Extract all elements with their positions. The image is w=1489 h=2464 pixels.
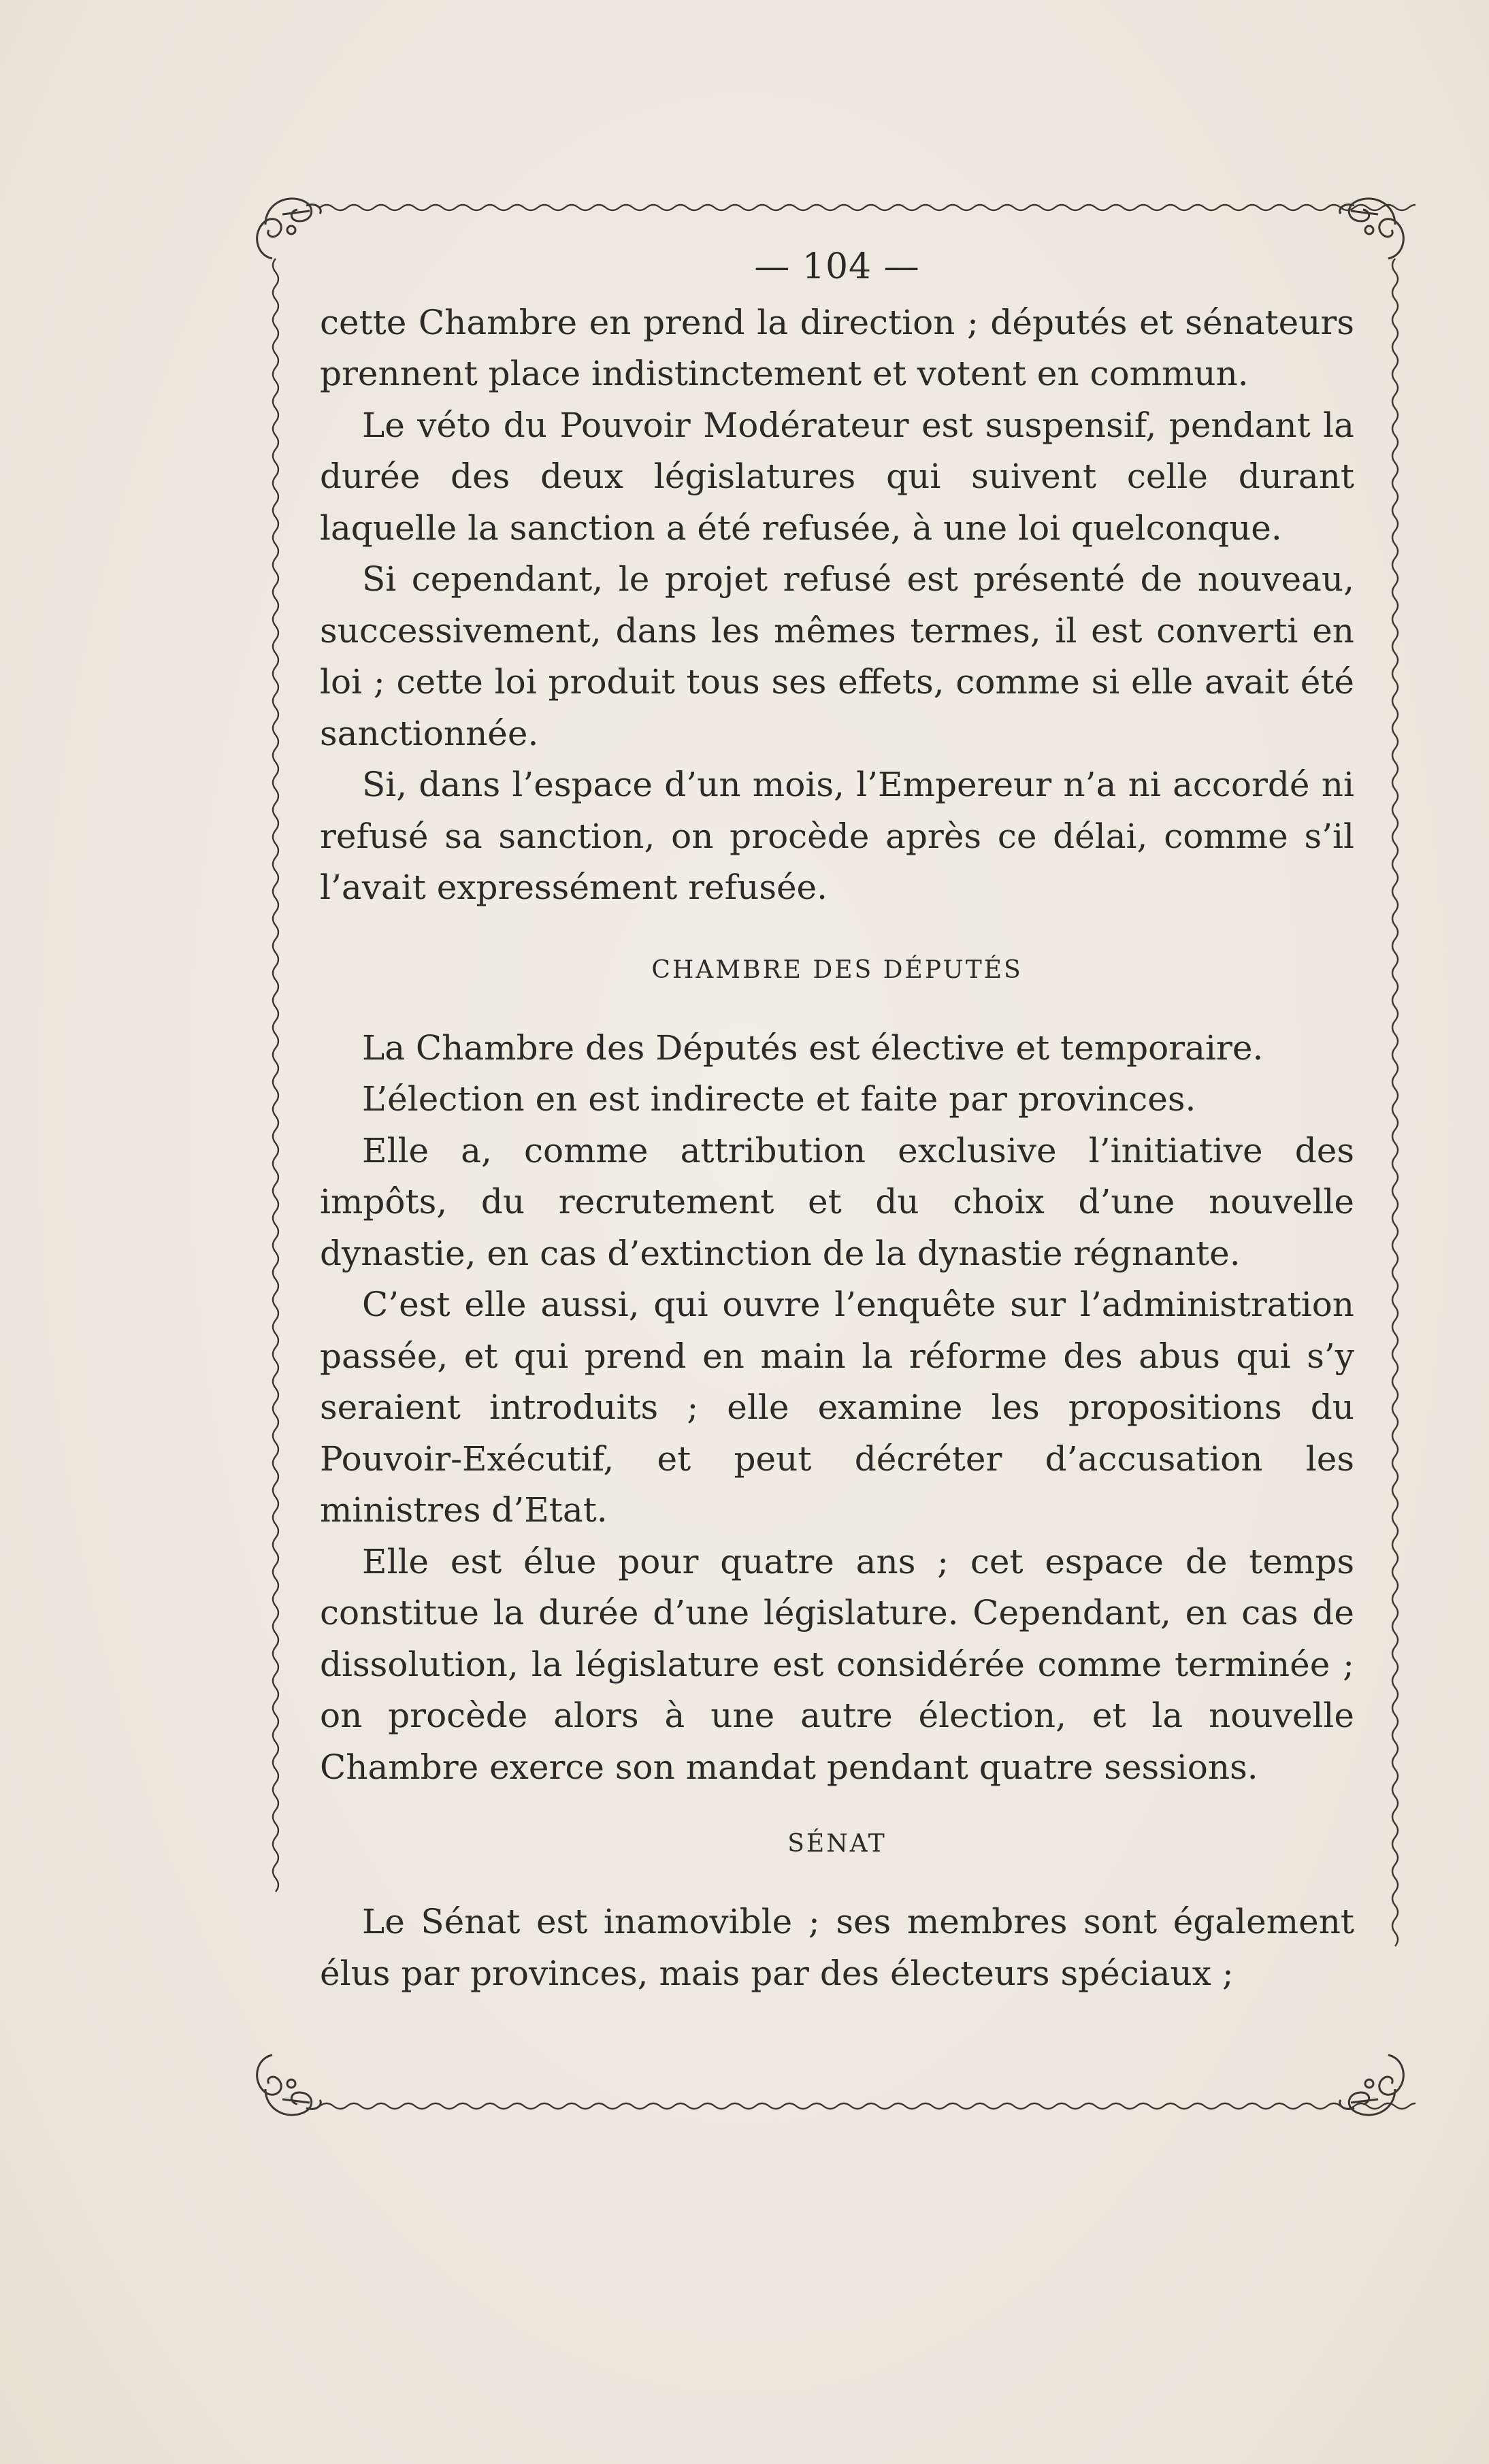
paragraph-legislature: Elle est élue pour quatre ans ; cet espace de temps constitue la durée d’une législature. Cependant, en cas de dissolution, la législature est considérée comme terminée ; on procède alors à une autre élection, et la nouvelle Chambre exerce son mandat pendant quatre sessions.: [320, 1541, 1354, 1787]
paragraph-delai-sanction: Si, dans l’espace d’un mois, l’Empereur n’a ni accordé ni refusé sa sanction, on procède après ce délai, comme s’il l’avait expressément refusée.: [320, 765, 1354, 907]
corner-ornament-bottom-left: [257, 2055, 321, 2115]
paragraph-election-indirecte: L’élection en est indirecte et faite par provinces.: [362, 1079, 1196, 1119]
paragraph-enquete: C’est elle aussi, qui ouvre l’enquête sur l’administration passée, et qui prend en main la réforme des abus qui s’y seraient introduits ; elle examine les propositions du Pouvoir-Exécutif, et peut décréter d’accusation les ministres d’Etat.: [320, 1285, 1354, 1530]
page-text: [320, 242, 1354, 1999]
paragraph-chambre-elective: La Chambre des Députés est élective et temporaire.: [362, 1028, 1264, 1068]
corner-ornament-top-left: [257, 199, 321, 259]
paragraph-attribution-exclusive: Elle a, comme attribution exclusive l’initiative des impôts, du recrutement et du choix d’une nouvelle dynastie, en cas d’extinction de la dynastie régnante.: [320, 1130, 1354, 1273]
border-top-line: [320, 205, 1416, 210]
page-number: — 104 —: [754, 246, 920, 287]
border-right-line: [1392, 259, 1398, 1946]
paragraph-projet-refuse: Si cependant, le projet refusé est présenté de nouveau, successivement, dans les mêmes termes, il est converti en loi ; cette loi produit tous ses effets, comme si elle avait été sanctionnée.: [320, 559, 1354, 753]
paragraph-senat-inamovible: Le Sénat est inamovible ; ses membres sont également élus par provinces, mais par des électeurs spéciaux ;: [320, 1902, 1354, 1993]
paragraph-veto: Le véto du Pouvoir Modérateur est suspensif, pendant la durée des deux législatures qui suivent celle durant laquelle la sanction a été refusée, à une loi quelconque.: [320, 405, 1354, 548]
paragraph-continuation: cette Chambre en prend la direction ; députés et sénateurs prennent place indistinctement et votent en commun.: [320, 302, 1354, 393]
heading-senat: SÉNAT: [787, 1830, 887, 1858]
border-bottom-line: [320, 2103, 1416, 2109]
heading-chambre-des-deputes: CHAMBRE DES DÉPUTÉS: [651, 955, 1023, 984]
border-left-line: [273, 259, 278, 1892]
